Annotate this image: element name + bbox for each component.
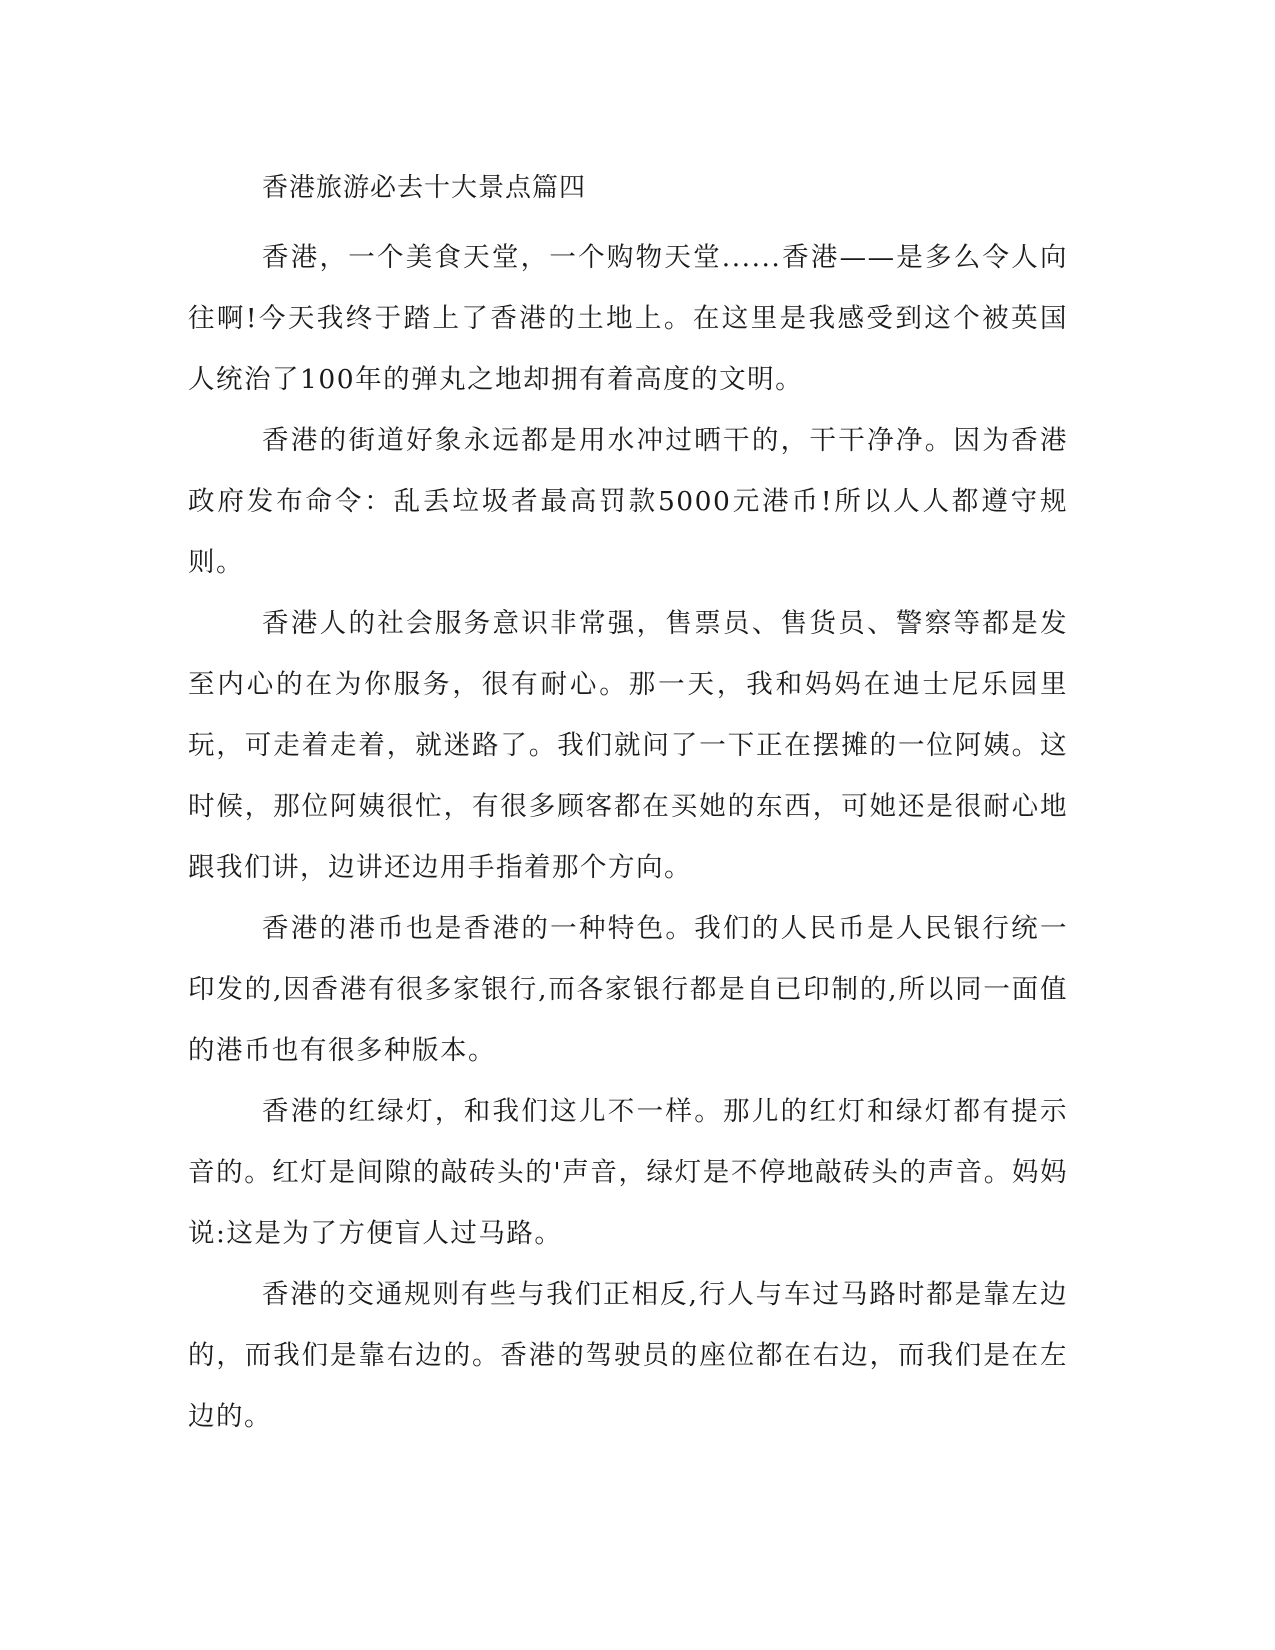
paragraph-1: 香港，一个美食天堂，一个购物天堂......香港——是多么令人向往啊!今天我终于踏上了香港的土地上。在这里是我感受到这个被英国人统治了100年的弹丸之地却拥有着高度的文明。 xyxy=(188,242,1068,395)
paragraph-3: 香港人的社会服务意识非常强，售票员、售货员、警察等都是发至内心的在为你服务，很有耐心。那一天，我和妈妈在迪士尼乐园里玩，可走着走着，就迷路了。我们就问了一下正在摆摊的一位阿姨。这时候，那位阿姨很忙，有很多顾客都在买她的东西，可她还是很耐心地跟我们讲，边讲还边用手指着那个方向。 xyxy=(188,608,1068,883)
paragraph-5: 香港的红绿灯，和我们这儿不一样。那儿的红灯和绿灯都有提示音的。红灯是间隙的敲砖头的'声音，绿灯是不停地敲砖头的声音。妈妈说:这是为了方便盲人过马路。 xyxy=(188,1096,1068,1249)
document-body xyxy=(188,227,1068,1447)
document-title: 香港旅游必去十大景点篇四 xyxy=(262,173,587,203)
paragraph-2: 香港的街道好象永远都是用水冲过晒干的，干干净净。因为香港政府发布命令：乱丢垃圾者最高罚款5000元港币!所以人人都遵守规则。 xyxy=(188,425,1068,578)
paragraph-4: 香港的港币也是香港的一种特色。我们的人民币是人民银行统一印发的,因香港有很多家银行,而各家银行都是自已印制的,所以同一面值的港币也有很多种版本。 xyxy=(188,913,1068,1066)
paragraph-6: 香港的交通规则有些与我们正相反,行人与车过马路时都是靠左边的，而我们是靠右边的。香港的驾驶员的座位都在右边，而我们是在左边的。 xyxy=(188,1279,1068,1432)
